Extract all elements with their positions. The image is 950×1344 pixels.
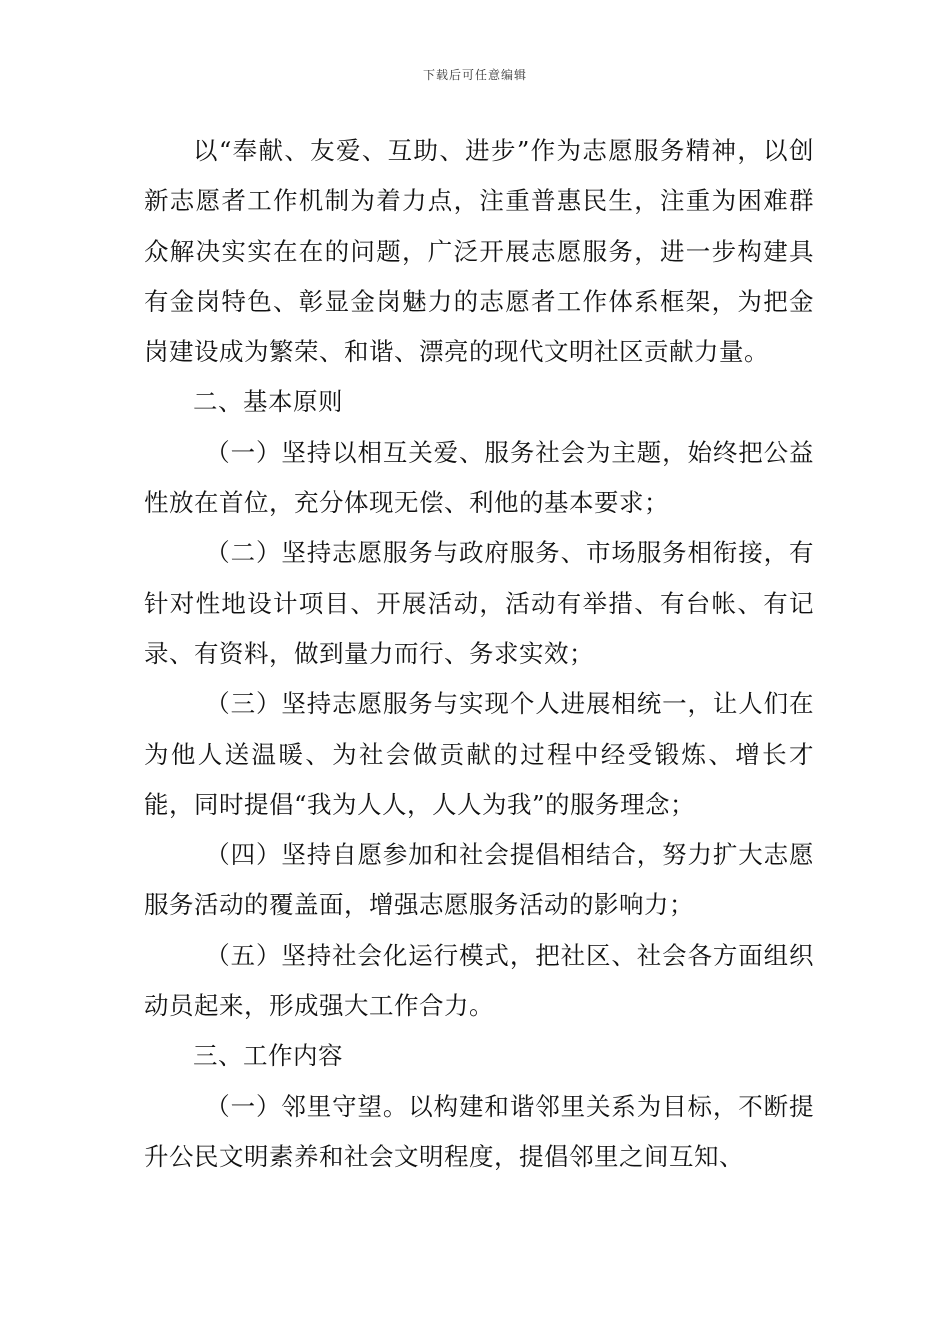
principle-item-3: （三）坚持志愿服务与实现个人进展相统一，让人们在为他人送温暖、为社会做贡献的过程中经受锻炼、增长才能，同时提倡“我为人人，人人为我”的服务理念； (144, 689, 814, 819)
paragraph-intro: 以“奉献、友爱、互助、进步”作为志愿服务精神，以创新志愿者工作机制为着力点，注重普惠民生，注重为困难群众解决实实在在的问题，广泛开展志愿服务，进一步构建具有金岗特色、彰显金岗魅力的志愿者工作体系框架，为把金岗建设成为繁荣、和谐、漂亮的现代文明社区贡献力量。 (144, 136, 814, 367)
page-header-note: 下载后可任意编辑 (422, 68, 527, 82)
section-heading-basic-principles: 二、基本原则 (193, 387, 343, 417)
work-item-1: （一）邻里守望。以构建和谐邻里关系为目标，不断提升公民文明素养和社会文明程度，提倡邻里之间互知、 (144, 1091, 814, 1171)
principle-item-4: （四）坚持自愿参加和社会提倡相结合，努力扩大志愿服务活动的覆盖面，增强志愿服务活动的影响力； (144, 840, 814, 920)
principle-item-5: （五）坚持社会化运行模式，把社区、社会各方面组织动员起来，形成强大工作合力。 (144, 940, 814, 1021)
section-heading-work-content: 三、工作内容 (193, 1041, 343, 1071)
principle-item-2: （二）坚持志愿服务与政府服务、市场服务相衔接，有针对性地设计项目、开展活动，活动有举措、有台帐、有记录、有资料，做到量力而行、务求实效； (144, 538, 814, 668)
document-body (144, 126, 814, 1182)
principle-item-1: （一）坚持以相互关爱、服务社会为主题，始终把公益性放在首位，充分体现无偿、利他的基本要求； (144, 437, 814, 518)
